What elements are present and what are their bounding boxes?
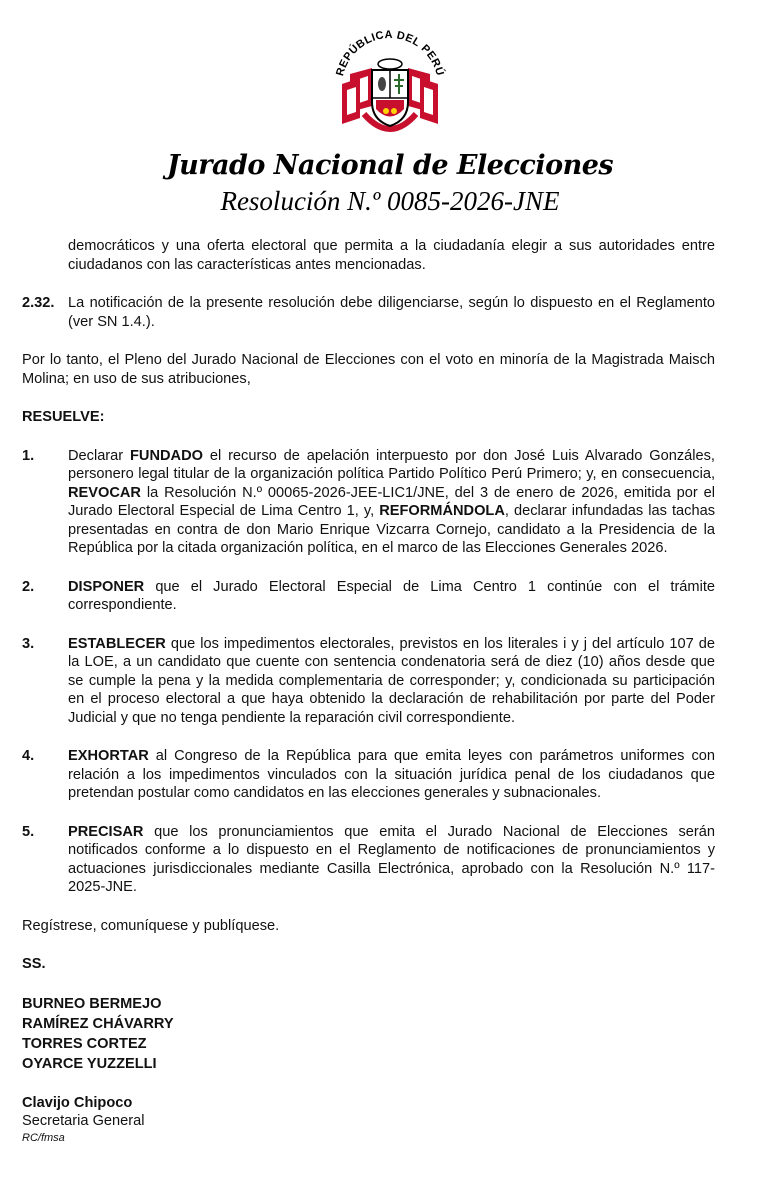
signatory-name: RAMÍREZ CHÁVARRY (22, 1015, 174, 1032)
resolution-item-1 (22, 447, 715, 558)
text-run: , declarar infundadas las tachas presentadas en contra de don Mario Enrique Vizcarra Cornejo, candidato a la Presidencia de la República por la citada organización política, en el marco de las Elecciones Generales 2026. (68, 503, 716, 556)
resolution-text-1 (68, 447, 715, 558)
continuation-paragraph: democráticos y una oferta electoral que permita a la ciudadanía elegir a sus autoridades entre ciudadanos con las características antes mencionadas. (68, 238, 715, 273)
bold-keyword: REVOCAR (68, 484, 141, 501)
resolution-item-2 (22, 578, 715, 615)
resolution-number-1: 1. (22, 447, 35, 464)
resolution-item-3 (22, 635, 715, 728)
seal-text: REPÚBLICA DEL PERÚ (334, 28, 446, 78)
signatory-name: BURNEO BERMEJO (22, 995, 162, 1012)
resolution-number-4: 4. (22, 748, 35, 764)
resolution-number-3: 3. (22, 635, 35, 652)
signatories-list (22, 994, 715, 1074)
secretary-name: Clavijo Chipoco (22, 1094, 133, 1111)
reference-initials: RC/fmsa (22, 1131, 65, 1144)
text-run: Declarar (68, 447, 131, 464)
text-run: que los pronunciamientos que emita el Jurado Nacional de Elecciones serán notificados conforme a lo dispuesto en el Reglamento de notificaciones de pronunciamientos y actuaciones jurisdiccionales mediante Casilla Electrónica, aprobado con la Resolución N.º 117-2025-JNE. (68, 823, 715, 895)
coat-of-arms-seal (320, 14, 460, 149)
closing-formula: Regístrese, comuníquese y publíquese. (22, 917, 280, 934)
paragraph-number: 2.32. (22, 295, 55, 311)
resolution-text-3 (68, 635, 715, 728)
preamble-paragraph: Por lo tanto, el Pleno del Jurado Nacional de Elecciones con el voto en minoría de la Magistrada Maisch Molina; en uso de sus atribuciones, (22, 352, 715, 387)
institution-name: Jurado Nacional de Elecciones (166, 150, 614, 181)
document-body (22, 237, 715, 1145)
resolution-number-2: 2. (22, 578, 35, 595)
bold-keyword: ESTABLECER (68, 635, 166, 652)
resolves-heading: RESUELVE: (22, 409, 105, 425)
signatory-name: TORRES CORTEZ (22, 1035, 147, 1052)
text-run: al Congreso de la República para que emita leyes con parámetros uniformes con relación a los impedimentos vinculados con la situación jurídica penal de los ciudadanos que pretendan postular como candidatos en las elecciones generales y subnacionales. (68, 748, 715, 801)
resolution-item-4 (22, 747, 715, 803)
document-header (0, 0, 780, 225)
bold-keyword: PRECISAR (68, 823, 144, 840)
resolution-text-5 (68, 823, 715, 897)
text-run: que los impedimentos electorales, previstos en los literales i y j del artículo 107 de la LOE, a un candidato que cuente con sentencia condenatoria será de diez (10) años desde que se cumple la pena y la medida complementaria de corresponder; y, condicionada su participación en el proceso electoral a que haya obtenido la declaración de rehabilitación por parte del Poder Judicial y que no tenga pendiente la reparación civil correspondiente. (68, 635, 715, 726)
text-run: la Resolución N.º 00065-2026-JEE-LIC1/JNE, del 3 de enero de 2026, emitida por el Jurado Electoral Especial de Lima Centro 1, y, (68, 484, 715, 519)
bold-keyword: FUNDADO (130, 447, 203, 464)
resolution-number: Resolución N.º 0085-2026-JNE (220, 186, 560, 216)
resolution-number-5: 5. (22, 823, 35, 840)
signatory-name: OYARCE YUZZELLI (22, 1055, 157, 1072)
bold-keyword: REFORMÁNDOLA (379, 503, 505, 519)
bold-keyword: EXHORTAR (68, 748, 149, 764)
paragraph-2-32 (22, 294, 715, 331)
text-run: el recurso de apelación interpuesto por don José Luis Alvarado Gonzáles, personero legal titular de la organización política Partido Político Perú Primero; y, en consecuencia, (68, 447, 715, 482)
secretary-title: Secretaria General (22, 1113, 145, 1129)
resolution-item-5 (22, 823, 715, 897)
resolution-text-4 (68, 747, 715, 803)
resolution-text-2 (68, 578, 715, 615)
secretary-block (22, 1094, 715, 1145)
text-run: que el Jurado Electoral Especial de Lima Centro 1 continúe con el trámite correspondiente. (68, 578, 715, 613)
bold-keyword: DISPONER (68, 578, 145, 595)
paragraph-text: La notificación de la presente resolución debe diligenciarse, según lo dispuesto en el Reglamento (ver SN 1.4.). (68, 295, 715, 330)
ss-label: SS. (22, 956, 46, 972)
